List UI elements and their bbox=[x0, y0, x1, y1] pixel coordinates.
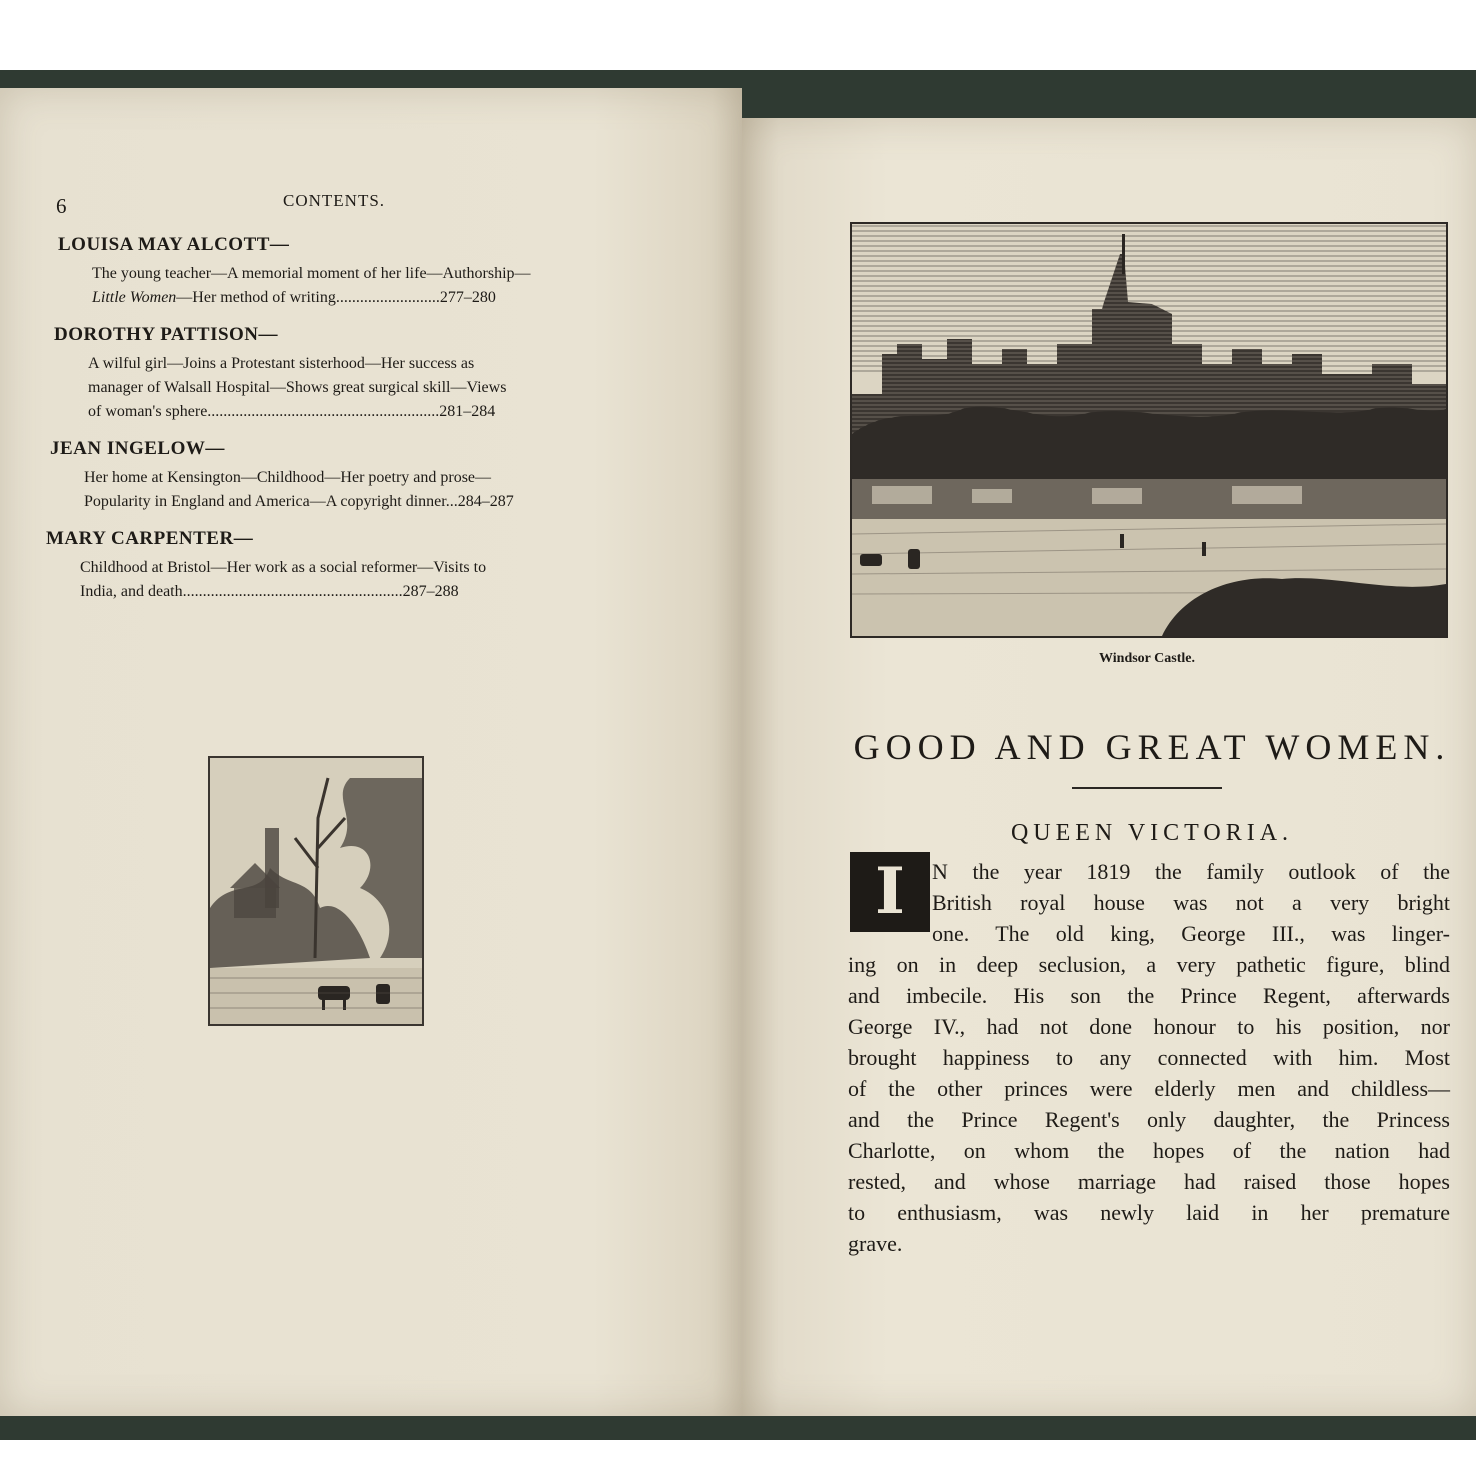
toc-entry-name: DOROTHY PATTISON— bbox=[54, 324, 279, 345]
text-line: George IV., had not done honour to his position, nor bbox=[848, 1014, 1450, 1039]
toc-entry-name: MARY CARPENTER— bbox=[46, 528, 254, 549]
title-rule bbox=[1072, 787, 1222, 789]
text-line: ing on in deep seclusion, a very pathetic figure, blind bbox=[848, 952, 1450, 977]
toc-entry-description: The young teacher—A memorial moment of her life—Authorship— Little Women—Her method of writing..........................277–280 bbox=[92, 265, 531, 306]
illustration-caption: Windsor Castle. bbox=[1099, 651, 1195, 666]
page-number: 6 bbox=[56, 194, 67, 218]
text-line: British royal house was not a very bright bbox=[932, 890, 1450, 915]
windsor-castle-engraving bbox=[850, 222, 1448, 638]
toc-entry-name: LOUISA MAY ALCOTT— bbox=[58, 234, 290, 255]
text-line: N the year 1819 the family outlook of the bbox=[932, 859, 1450, 884]
text-line: grave. bbox=[848, 1231, 903, 1256]
text-line: rested, and whose marriage had raised those hopes bbox=[848, 1169, 1450, 1194]
toc-page-range: 284–287 bbox=[457, 493, 514, 510]
toc-entry-carpenter bbox=[46, 528, 636, 604]
toc-page-range: 277–280 bbox=[439, 289, 496, 306]
toc-entry-ingelow bbox=[50, 438, 640, 514]
book-title: GOOD AND GREAT WOMEN. bbox=[853, 727, 1451, 767]
text-line: and imbecile. His son the Prince Regent, afterwards bbox=[848, 983, 1450, 1008]
text-line: brought happiness to any connected with him. Most bbox=[848, 1045, 1450, 1070]
toc-entry-description: Childhood at Bristol—Her work as a social reformer—Visits to India, and death.......................................................287–288 bbox=[80, 559, 487, 600]
text-line: and the Prince Regent's only daughter, the Princess bbox=[848, 1107, 1450, 1132]
right-page bbox=[742, 118, 1476, 1416]
toc-entry-description: A wilful girl—Joins a Protestant sisterhood—Her success as manager of Walsall Hospital—Shows great surgical skill—Views of woman's sphere..........................................................281–284 bbox=[88, 355, 507, 420]
chapter-title: QUEEN VICTORIA. bbox=[1010, 820, 1294, 846]
toc-page-range: 287–288 bbox=[402, 583, 459, 600]
text-line: one. The old king, George III., was linger- bbox=[932, 921, 1450, 946]
running-head: CONTENTS. bbox=[283, 191, 386, 210]
text-line: Charlotte, on whom the hopes of the nation had bbox=[848, 1138, 1450, 1163]
chapter-body-text bbox=[848, 856, 1450, 1259]
toc-entry-pattison bbox=[54, 324, 644, 424]
left-page bbox=[0, 88, 742, 1416]
toc-entry-alcott bbox=[58, 234, 648, 310]
decorative-drop-cap: I bbox=[850, 852, 930, 932]
toc-entry-description: Her home at Kensington—Childhood—Her poetry and prose— Popularity in England and America—A copyright dinner...284–287 bbox=[84, 469, 514, 510]
toc-entry-name: JEAN INGELOW— bbox=[50, 438, 225, 459]
landscape-vignette-illustration bbox=[208, 756, 424, 1026]
text-line: to enthusiasm, was newly laid in her premature bbox=[848, 1200, 1450, 1225]
toc-page-range: 281–284 bbox=[439, 403, 496, 420]
text-line: of the other princes were elderly men and childless— bbox=[848, 1076, 1450, 1101]
